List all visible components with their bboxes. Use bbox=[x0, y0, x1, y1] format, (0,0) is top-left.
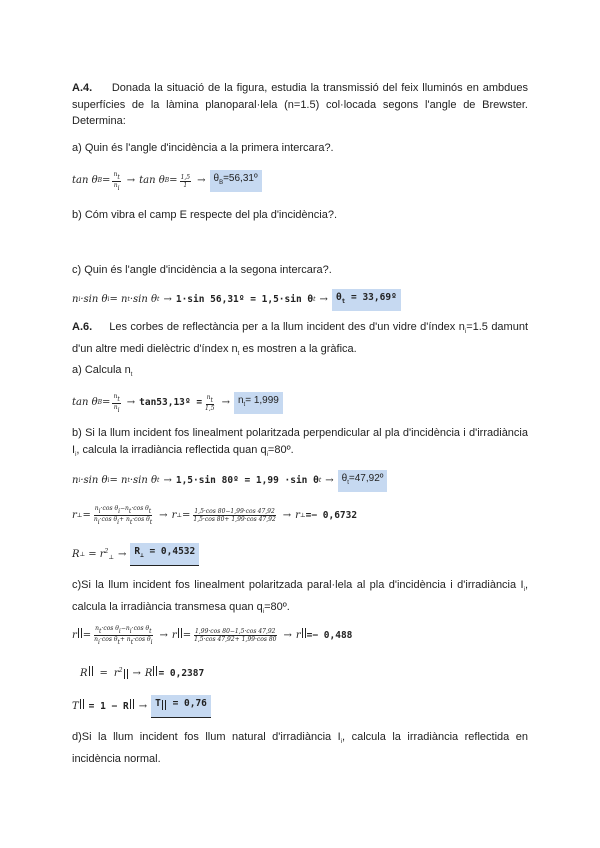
fraction: $\frac{nt}{ni}$ bbox=[113, 170, 120, 192]
arrow-icon: → bbox=[282, 509, 292, 521]
arrow-icon: → bbox=[132, 668, 141, 679]
arrow-icon: → bbox=[126, 397, 136, 408]
arrow-icon: → bbox=[163, 294, 172, 305]
a4-result-angle: $\theta_t$ = 33,69º bbox=[332, 289, 401, 311]
a4-equation-1: tan θ B = $\frac{nt}{ni}$ → tan θ B = $\frac{1,5}{1}$ → $\theta_B=56,31º$ bbox=[72, 170, 262, 192]
arrow-icon: → bbox=[221, 397, 230, 408]
a6-equation-7: T = 1 − R → T = 0,76 bbox=[72, 695, 211, 718]
a6-result-nt: $n_t= 1,999$ bbox=[234, 392, 283, 414]
a6-question-d: d)Si la llum incident fos llum natural d'irradiància $I_i$, calcula la irradiància reflectida en incidència normal. bbox=[72, 731, 528, 765]
arrow-icon: → bbox=[163, 475, 172, 486]
a4-intro bbox=[72, 80, 528, 130]
a6-label: A.6. bbox=[72, 321, 93, 333]
a6-question-a: a) Calcula $n_t$ bbox=[72, 364, 133, 378]
fraction: $\frac{\text{nt·cos θi−ni·cos θt}}{\text{ni·cos θt+ nt·cos θi}}$ bbox=[94, 625, 153, 646]
arrow-icon: → bbox=[197, 175, 206, 186]
arrow-icon: → bbox=[283, 629, 292, 641]
a6-intro: A.6. Les corbes de reflectància per a la llum incident des d'un vidre d'índex $n_i=1.5$ damunt d'un altre medi dielèctric d'índex $n_t$ es mostren a la gràfica. bbox=[72, 321, 529, 357]
arrow-icon: → bbox=[159, 629, 168, 641]
a6-equation-1: tan θ B = $\frac{nt}{ni}$ → tan53,13º = $\frac{nt}{1,5}$ → $n_t= 1,999$ bbox=[72, 392, 283, 414]
a6-equation-2: n i ·sin θ i = n t ·sin θ t → 1,5·sin 80º = 1,99 ·sin θ t → $\theta_t=47,92º$ bbox=[72, 470, 387, 492]
a6-question-b: b) Si la llum incident fos linealment polaritzada perpendicular al pla d'incidència i d'irradiància $I_i$, calcula la irradiància reflectida quan $q_i=80º$. bbox=[72, 427, 528, 458]
fraction: $\frac{nt}{1,5}$ bbox=[205, 394, 215, 412]
a6-result-theta-t: $\theta_t=47,92º$ bbox=[338, 470, 388, 492]
a4-question-b: b) Cóm vibra el camp E respecte del pla d'incidència?. bbox=[72, 209, 338, 221]
a6-result-T-parallel: T = 0,76 bbox=[151, 695, 211, 718]
a4-question-a: a) Quin és l'angle d'incidència a la primera intercara?. bbox=[72, 142, 334, 154]
fraction: $\frac{nt}{ni}$ bbox=[113, 392, 120, 414]
fraction: $\frac{1,5}{1}$ bbox=[180, 173, 191, 189]
a6-equation-4: R ⊥ = r 2⊥ → $R_\perp = 0,4532$ bbox=[72, 543, 199, 566]
arrow-icon: → bbox=[159, 509, 168, 521]
a6-equation-3: r ⊥ = $\frac{\text{ni·cos θi−nt·cos θt}}{\text{ni·cos θi+ nt·cos θt}}$ → r ⊥ = $\frac{1,5\cdot\cos 80-1,99\cdot\cos 47,92}{1,5\cdot\cos 80+ 1,99\cdot\cos 47,92}$ → r ⊥ =− 0,6732 bbox=[72, 505, 358, 526]
arrow-icon: → bbox=[126, 175, 136, 186]
a4-result-brewster: $\theta_B=56,31º$ bbox=[210, 170, 262, 192]
arrow-icon: → bbox=[325, 475, 334, 486]
a6-equation-5: r = $\frac{\text{nt·cos θi−ni·cos θt}}{\text{ni·cos θt+ nt·cos θi}}$ → r = $\frac{1,99\cdot\cos 80-1,5\cdot\cos 47,92}{1,5\cdot\cos 47,92+ 1,99\cdot\cos 80}$ → r =− 0,488 bbox=[72, 625, 353, 646]
arrow-icon: → bbox=[118, 548, 127, 560]
fraction: $\frac{1,99\cdot\cos 80-1,5\cdot\cos 47,92}{1,5\cdot\cos 47,92+ 1,99\cdot\cos 80}$ bbox=[194, 628, 277, 643]
a6-question-c: c)Si la llum incident fos linealment polaritzada paral·lela al pla d'incidència i d'irradiància $I_i$, calcula la irradiància transmesa quan $q_i=80º$. bbox=[72, 579, 528, 615]
fraction: $\frac{\text{ni·cos θi−nt·cos θt}}{\text{ni·cos θi+ nt·cos θt}}$ bbox=[93, 505, 153, 526]
a4-equation-2: n i ·sin θ i = n t ·sin θ t → 1·sin 56,31º = 1,5·sin θ t → $\theta_t$ = 33,69º bbox=[72, 289, 401, 311]
a4-intro-text: Donada la situació de la figura, estudia la transmissió del feix lluminós en ambdues superfícies de la làmina planoparal·lela (n=1.5) col·locada segons l'angle de Brewster. Determina: bbox=[72, 82, 528, 127]
a6-result-R-perp: $R_\perp = 0,4532$ bbox=[130, 543, 199, 566]
a4-question-c: c) Quin és l'angle d'incidència a la segona intercara?. bbox=[72, 264, 332, 276]
a6-equation-6: R = r 2 → R = 0,2387 bbox=[80, 663, 204, 685]
arrow-icon: → bbox=[138, 700, 148, 712]
arrow-icon: → bbox=[319, 294, 328, 305]
fraction: $\frac{1,5\cdot\cos 80-1,99\cdot\cos 47,92}{1,5\cdot\cos 80+ 1,99\cdot\cos 47,92}$ bbox=[193, 508, 276, 523]
a4-label: A.4. bbox=[72, 82, 93, 94]
